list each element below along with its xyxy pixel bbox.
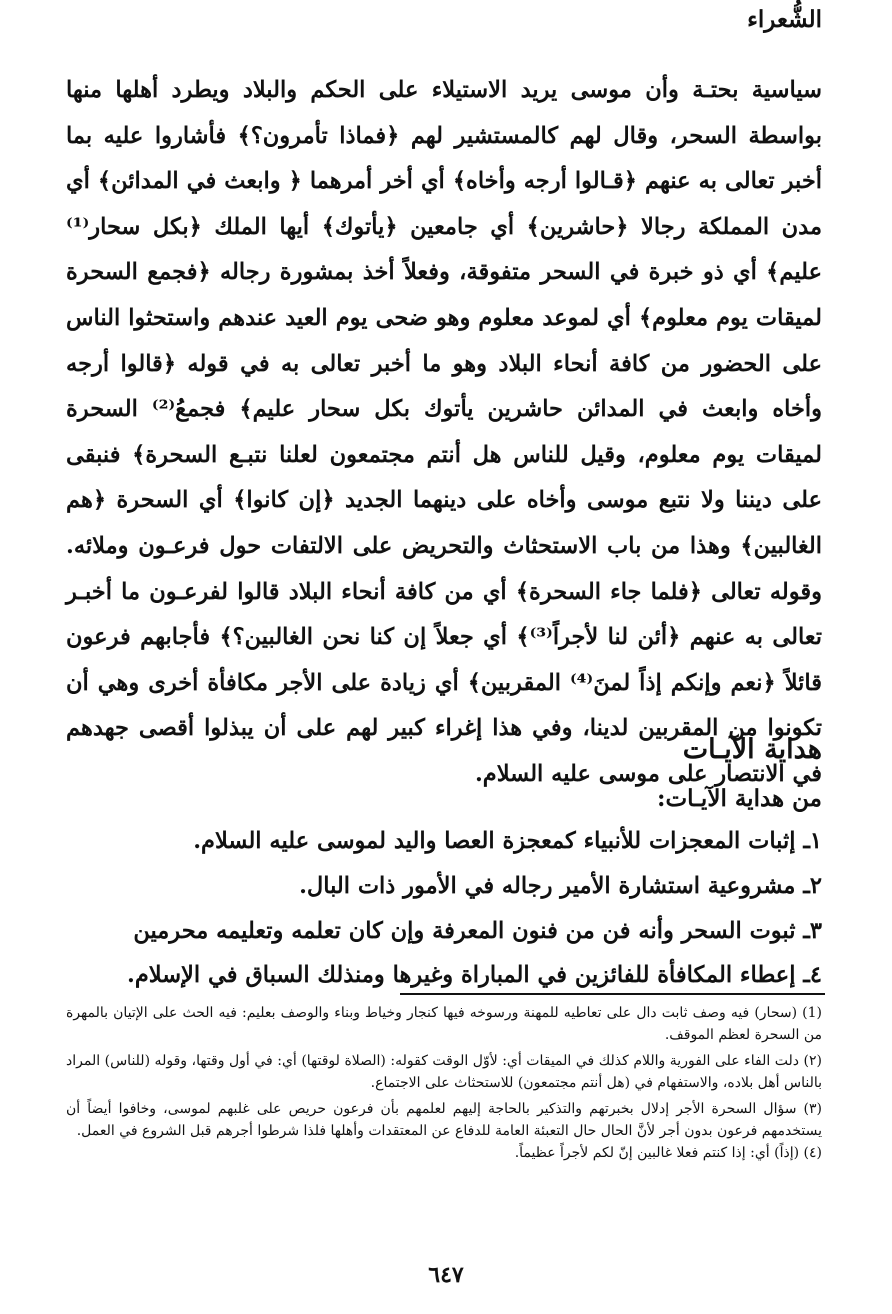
section-title: هداية الآيـات [682,734,822,765]
commentary-text [66,68,822,798]
guidance-list [66,819,822,998]
guidance-point-3: ٣ـ ثبوت السحر وأنه فن من فنون المعرفة وإن كان تعلمه وتعليمه محرمين [133,917,822,944]
footnotes [66,1002,822,1164]
commentary-paragraph: سياسية بحتـة وأن موسى يريد الاستيلاء على الحكم والبلاد ويطرد أهلها منها بواسطة السحر، وقال لهم كالمستشير لهم ﴿فماذا تأمرون؟﴾ فأشاروا عليه بما أخبر تعالى به عنهم ﴿قـالوا أرجه وأخاه﴾ أي أخر أمرهما ﴿ وابعث في المدائن﴾ أي مدن المملكة رجالا ﴿حاشرين﴾ أي جامعين ﴿يأتوك﴾ أيها الملك ﴿بكل سحار⁽¹⁾عليم﴾ أي ذو خبرة في السحر متفوقة، وفعلاً أخذ بمشورة رجاله ﴿فجمع السحرة لميقات يوم معلوم﴾ أي لموعد معلوم وهو ضحى يوم العيد عندهم واستحثوا الناس على الحضور من كافة أنحاء البلاد وهو ما أخبر تعالى به في قوله ﴿قالوا أرجه وأخاه وابعث في المدائن حاشرين يأتوك بكل سحار عليم﴾ فجمعُ⁽²⁾ السحرة لميقات يوم معلوم، وقيل للناس هل أنتم مجتمعون لعلنا نتبـع السحرة﴾ فنبقى على ديننا ولا نتبع موسى وأخاه على دينهما الجديد ﴿إن كانوا﴾ أي السحرة ﴿هم الغالبين﴾ وهذا من باب الاستحثاث والتحريض على الالتفات حول فرعـون وملائه. وقوله تعالى ﴿فلما جاء السحرة﴾ أي من كافة أنحاء البلاد قالوا لفرعـون ما أخبـر تعالى به عنهم ﴿أئن لنا لأجراً⁽³⁾﴾ أي جعلاً إن كنا نحن الغالبين؟﴾ فأجابهم فرعون قائلاً ﴿نعم وإنكم إذاً لمنَ⁽⁴⁾ المقربين﴾ أي زيادة على الأجر مكافأة أخرى وهي أن تكونوا من المقربين لدينا، وفي هذا إغراء كبير لهم على أن يبذلوا أقصى جهدهم في الانتصار على موسى عليه السلام. [66,77,822,787]
footnote-3: (٣) سؤال السحرة الأجر إدلال بخبرتهم والتذكير بالحاجة إليهم لعلمهم بأن فرعون حريص على غلبهم لموسى، وخافوا أيضاً أن يستخدمهم فرعون بدون أجر لأنَّ الحال حال التعبئة العامة للدفاع عن المعتقدات وأهلها فلذا شرطوا أجرهم قبل الشروع في العمل. [66,1101,822,1139]
running-head: الشُّعراء [747,6,822,33]
page-number: ٦٤٧ [428,1262,464,1288]
footnote-separator [400,993,825,995]
subsection-title: من هداية الآيـات: [657,785,822,812]
footnote-4: (٤) (إذاً) أي: إذا كنتم فعلا غالبين إنّ لكم لأجراً عظيماً. [514,1145,822,1161]
guidance-point-1: ١ـ إثبات المعجزات للأنبياء كمعجزة العصا واليد لموسى عليه السلام. [193,828,822,854]
footnote-1: (1) (سحار) فيه وصف ثابت دال على تعاطيه للمهنة ورسوخه فيها كنجار وخياط وبناء والوصف بعليم: فيه الحث على الإتيان بالمهرة من السحرة لعظم الموقف. [66,1005,822,1043]
guidance-point-4: ٤ـ إعطاء المكافأة للفائزين في المباراة وغيرها ومنذلك السباق في الإسلام. [127,962,822,989]
footnote-2: (٢) دلت الفاء على الفورية واللام كذلك في الميقات أي: لأوّل الوقت كقوله: (الصلاة لوقتها) أي: في أول وقتها، وقوله (للناس) المراد بالناس أهل بلاده، والاستفهام في (هل أنتم مجتمعون) للاستحثاث على الاجتماع. [66,1053,822,1091]
guidance-point-2: ٢ـ مشروعية استشارة الأمير رجاله في الأمور ذات البال. [299,872,822,899]
